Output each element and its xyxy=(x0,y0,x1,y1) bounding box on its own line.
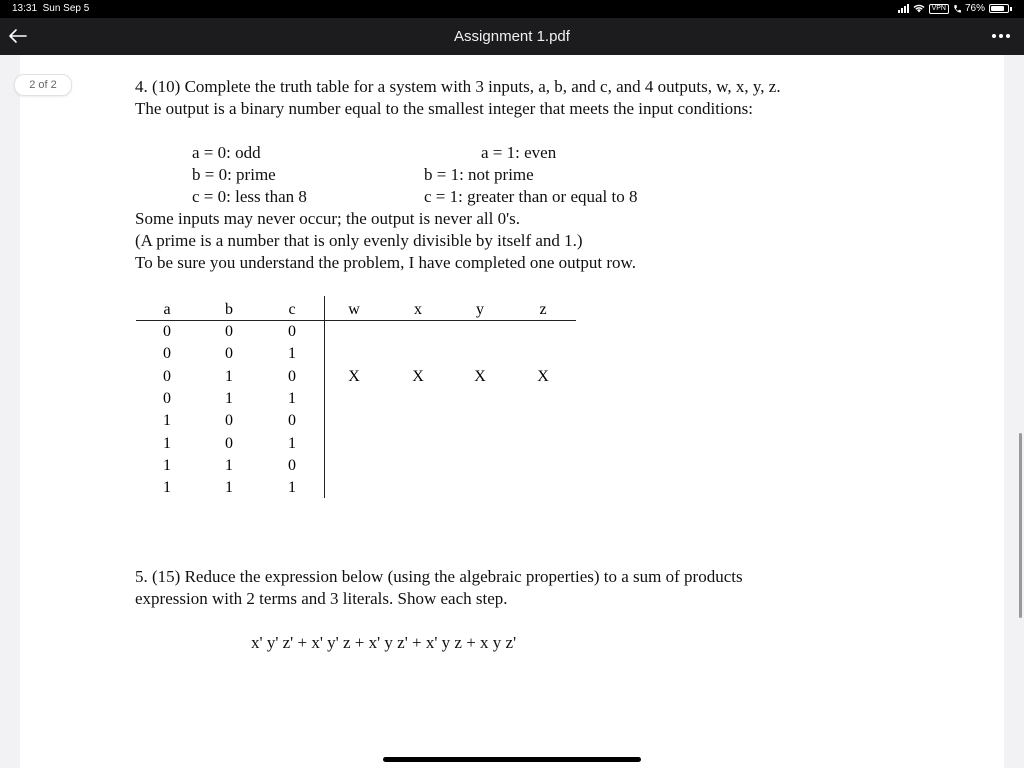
table-cell: 1 xyxy=(225,389,233,407)
pdf-viewer[interactable] xyxy=(0,55,1024,768)
page-indicator: 2 of 2 xyxy=(14,74,72,96)
table-cell: 0 xyxy=(225,434,233,452)
table-cell: 0 xyxy=(288,367,296,385)
table-cell: X xyxy=(348,367,360,385)
phone-icon xyxy=(953,4,961,14)
condition-c1: c = 1: greater than or equal to 8 xyxy=(424,187,638,206)
status-bar xyxy=(0,0,1024,18)
table-header-rule xyxy=(136,320,576,321)
q5-line-1: 5. (15) Reduce the expression below (using the algebraic properties) to a sum of products xyxy=(135,567,743,586)
table-cell: 1 xyxy=(288,345,296,363)
document-title: Assignment 1.pdf xyxy=(454,28,570,45)
table-header-z: z xyxy=(539,301,547,318)
q4-line-2: The output is a binary number equal to the smallest integer that meets the input conditions: xyxy=(135,99,754,118)
q4-note-1: Some inputs may never occur; the output is never all 0's. xyxy=(135,209,521,228)
vpn-badge: VPN xyxy=(929,4,949,14)
condition-b0: b = 0: prime xyxy=(192,165,276,184)
more-options-button[interactable] xyxy=(988,26,1014,46)
table-cell: 0 xyxy=(225,323,233,340)
battery-icon xyxy=(989,4,1009,13)
table-cell: 0 xyxy=(225,345,233,363)
more-dots-icon xyxy=(992,34,996,38)
q5-line-2: expression with 2 terms and 3 literals. Show each step. xyxy=(135,589,508,608)
condition-a1: a = 1: even xyxy=(481,143,557,162)
table-cell: 1 xyxy=(225,367,233,385)
table-cell: 1 xyxy=(163,434,171,452)
truth-table xyxy=(136,301,576,501)
table-cell: 1 xyxy=(163,479,171,497)
condition-b1: b = 1: not prime xyxy=(424,165,534,184)
table-cell: X xyxy=(412,367,424,385)
status-icons xyxy=(898,3,1012,14)
cellular-signal-icon xyxy=(898,4,909,13)
table-cell: 0 xyxy=(163,345,171,363)
table-cell: 1 xyxy=(288,434,296,452)
home-indicator[interactable] xyxy=(383,757,641,762)
table-cell: 0 xyxy=(288,323,296,340)
battery-percent: 76% xyxy=(964,3,985,14)
table-header-a: a xyxy=(163,301,171,318)
table-header-b: b xyxy=(225,301,233,318)
table-cell: 0 xyxy=(163,389,171,407)
scrollbar[interactable] xyxy=(1019,433,1022,618)
table-divider xyxy=(324,296,325,498)
table-header-y: y xyxy=(476,301,484,318)
table-cell: 1 xyxy=(225,456,233,474)
pdf-page xyxy=(20,55,1004,768)
table-cell: 1 xyxy=(288,389,296,407)
table-cell: X xyxy=(537,367,549,385)
table-header-w: w xyxy=(348,301,360,318)
wifi-icon xyxy=(913,4,925,13)
table-cell: 0 xyxy=(225,412,233,430)
condition-a0: a = 0: odd xyxy=(192,143,261,162)
table-cell: 0 xyxy=(163,367,171,385)
table-cell: 1 xyxy=(163,412,171,430)
q4-note-3: To be sure you understand the problem, I have completed one output row. xyxy=(135,253,636,272)
table-cell: X xyxy=(474,367,486,385)
q4-line-1: 4. (10) Complete the truth table for a system with 3 inputs, a, b, and c, and 4 outputs, w, x, y, z. xyxy=(135,77,781,96)
table-header-c: c xyxy=(288,301,296,318)
status-time: 13:31 Sun Sep 5 xyxy=(12,3,90,14)
table-cell: 0 xyxy=(163,323,171,340)
table-header-x: x xyxy=(414,301,422,318)
pdf-toolbar xyxy=(0,18,1024,55)
q5-expression: x' y' z' + x' y' z + x' y z' + x' y z + x y z' xyxy=(251,633,517,652)
table-cell: 1 xyxy=(288,479,296,497)
table-cell: 0 xyxy=(288,412,296,430)
condition-c0: c = 0: less than 8 xyxy=(192,187,307,206)
table-cell: 1 xyxy=(225,479,233,497)
table-cell: 1 xyxy=(163,456,171,474)
q4-note-2: (A prime is a number that is only evenly divisible by itself and 1.) xyxy=(135,231,583,250)
table-cell: 0 xyxy=(288,456,296,474)
